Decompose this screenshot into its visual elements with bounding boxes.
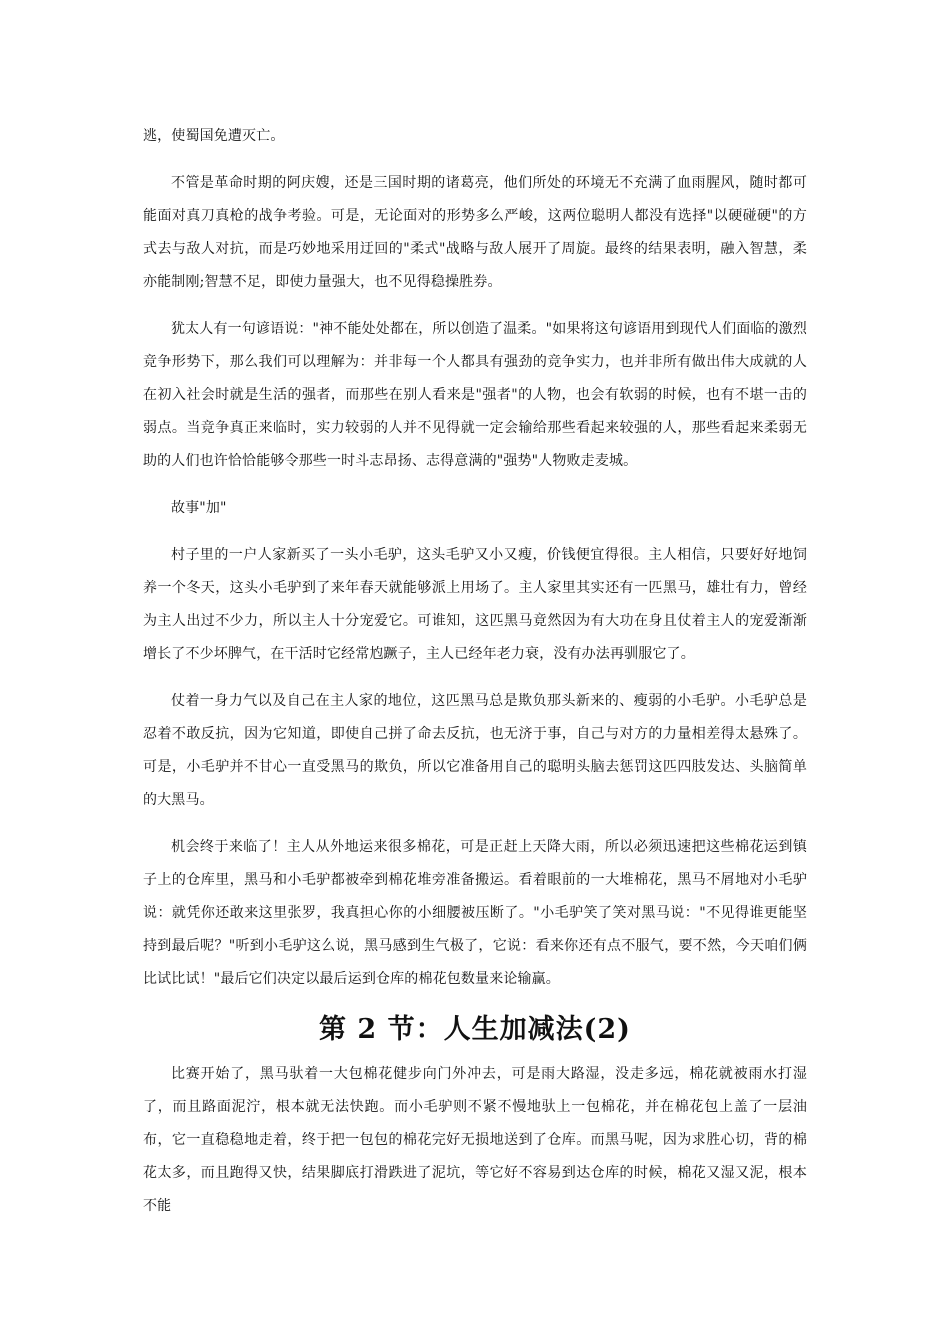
paragraph-aqingsao-zhugeliang: 不管是革命时期的阿庆嫂，还是三国时期的诸葛亮，他们所处的环境无不充满了血雨腥风，随时都可能面对真刀真枪的战争考验。可是，无论面对的形势多么严峻，这两位聪明人都没有选择"以硬碰硬"的方式去与敌人对抗，而是巧妙地采用迂回的"柔式"战略与敌人展开了周旋。最终的结果表明，融入智慧，柔亦能制刚;智慧不足，即使力量强大，也不见得稳操胜券。 <box>143 175 807 290</box>
paragraph-continuation: 逃，使蜀国免遭灭亡。 <box>143 128 285 144</box>
section-title: 第 2 节：人生加减法(2) <box>319 1014 631 1045</box>
paragraph-cotton-contest: 机会终于来临了！主人从外地运来很多棉花，可是正赶上天降大雨，所以必须迅速把这些棉花运到镇子上的仓库里，黑马和小毛驴都被牵到棉花堆旁准备搬运。看着眼前的一大堆棉花，黑马不屑地对小毛驴说：就凭你还敢来这里张罗，我真担心你的小细腰被压断了。"小毛驴笑了笑对黑马说："不见得谁更能坚持到最后呢？"听到小毛驴这么说，黑马感到生气极了，它说：看来你还有点不服气，要不然，今天咱们俩比试比试！"最后它们决定以最后运到仓库的棉花包数量来论输赢。 <box>143 839 807 987</box>
paragraph-story-heading: 故事"加" <box>171 500 227 516</box>
paragraph-jewish-proverb: 犹太人有一句谚语说："神不能处处都在，所以创造了温柔。"如果将这句谚语用到现代人们面临的激烈竞争形势下，那么我们可以理解为：并非每一个人都具有强劲的竞争实力，也并非所有做出伟大成就的人在初入社会时就是生活的强者，而那些在别人看来是"强者"的人物，也会有软弱的时候，也有不堪一击的弱点。当竞争真正来临时，实力较弱的人并不见得就一定会输给那些看起来较强的人，那些看起来柔弱无助的人们也许恰恰能够令那些一时斗志昂扬、志得意满的"强势"人物败走麦城。 <box>143 321 807 469</box>
paragraph-race-begins: 比赛开始了，黑马驮着一大包棉花健步向门外冲去，可是雨大路湿，没走多远，棉花就被雨水打湿了，而且路面泥泞，根本就无法快跑。而小毛驴则不紧不慢地驮上一包棉花，并在棉花包上盖了一层油布，它一直稳稳地走着，终于把一包包的棉花完好无损地送到了仓库。而黑马呢，因为求胜心切，背的棉花太多，而且跑得又快，结果脚底打滑跌进了泥坑，等它好不容易到达仓库的时候，棉花又湿又泥，根本不能 <box>143 1066 807 1214</box>
paragraph-donkey-intro: 村子里的一户人家新买了一头小毛驴，这头毛驴又小又瘦，价钱便宜得很。主人相信，只要好好地饲养一个冬天，这头小毛驴到了来年春天就能够派上用场了。主人家里其实还有一匹黑马，雄壮有力，曾经为主人出过不少力，所以主人十分宠爱它。可谁知，这匹黑马竟然因为有大功在身且仗着主人的宠爱渐渐增长了不少坏脾气，在干活时它经常尥蹶子，主人已经年老力衰，没有办法再驯服它了。 <box>143 547 807 662</box>
document-body <box>143 120 807 1237</box>
paragraph-horse-bullies: 仗着一身力气以及自己在主人家的地位，这匹黑马总是欺负那头新来的、瘦弱的小毛驴。小毛驴总是忍着不敢反抗，因为它知道，即使自己拼了命去反抗，也无济于事，自己与对方的力量相差得太悬殊了。可是，小毛驴并不甘心一直受黑马的欺负，所以它准备用自己的聪明头脑去惩罚这匹四肢发达、头脑简单的大黑马。 <box>143 693 807 808</box>
